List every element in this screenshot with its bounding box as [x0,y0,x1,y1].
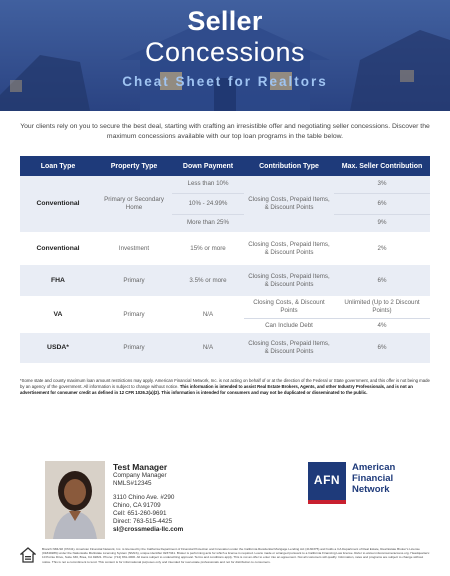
logo-mark-text: AFN [313,473,341,487]
cell-contribution-type: Closing Costs, Prepaid Items, & Discount Points [244,232,334,265]
cell-down-payment: N/A [172,296,244,333]
cell-property-type: Primary [96,296,172,333]
footer-fine-print: Branch NMLS# (37241). American Financial Network, Inc. is licensed by the California Department of Financial Protection and Innovation under the California Residential Mortgage Lending Act (4130375) and holds a CA Department of Real Estate, Real Estate Broker's License (01840286) under the Nationwide Multistate Licensing System (NMLS), unique identifier #237341. Broker is performing acts for which a license is required. Loans made or arranged pursuant to a California Financing Law license. Refer to www.nmlsconsumeraccess.org. Headquarters: 10 Pointe Drive, Suite 330, Brea, CA 92821. Phone: (714) 831-4000. All loans subject to underwriting approval. Terms and conditions apply. This is not an offer to enter into an agreement. Not all customers will qualify. Information, rates and programs are subject to change without notice. This is not a commitment to lend. This content is for informational purposes only and intended for real estate professionals and not for distribution to consumers. [42,547,430,564]
cell-contribution-type: Closing Costs, Prepaid Items, & Discount Points [244,265,334,296]
cell-contribution-type: Closing Costs, Prepaid Items, & Discount Points [244,333,334,363]
agent-title: Company Manager [113,472,167,479]
header-property-type: Property Type [96,156,172,176]
header-down-payment: Down Payment [172,156,244,176]
cell-loan-type: VA [20,296,96,333]
cell-down-payment: Less than 10% [172,176,244,193]
cell-max-contribution: 4% [334,318,430,333]
agent-address-line1: 3110 Chino Ave. #290 [113,494,175,501]
agent-email-link[interactable]: sl@crossmedia-llc.com [113,526,184,533]
disclaimer-bold: This information is intended to assist Real Estate Brokers, Agents, and other Industry Professionals, and is not an advertisement for consumer credit as defined in 12 CFR 1026.2(a)(2). This information is intended for consumers and may not be duplicated or disseminated to the public. [20,383,413,395]
cell-loan-type: Conventional [20,176,96,232]
logo-red-stripe [308,500,346,504]
equal-housing-icon [20,547,36,565]
cell-down-payment: More than 25% [172,214,244,232]
cell-down-payment: 10% - 24.99% [172,193,244,214]
disclaimer-normal: *Some state and county maximum loan amount restrictions may apply. American Financial Network, Inc. is not acting on behalf of or at the direction of the Federal or State government, and this offer is not being made by an agency of the government. All information is subject to change without notice. [20,378,430,389]
header-loan-type: Loan Type [20,156,96,176]
logo-mark [308,462,346,500]
hero-title-concessions: Concessions [144,37,306,67]
cell-max-contribution: 9% [334,214,430,232]
cell-loan-type: FHA [20,265,96,296]
cell-loan-type: Conventional [20,232,96,265]
cell-property-type: Investment [96,232,172,265]
cell-property-type: Primary [96,265,172,296]
cell-down-payment: 3.5% or more [172,265,244,296]
table-row [20,176,430,193]
cell-down-payment: 15% or more [172,232,244,265]
hero-subtitle: Cheat Sheet for Realtors [122,74,328,89]
afn-logo [308,462,430,512]
cell-max-contribution: 2% [334,232,430,265]
cell-contribution-type: Closing Costs, & Discount Points [244,296,334,318]
agent-name: Test Manager [113,462,168,472]
footer [20,545,430,573]
agent-contact-card [113,463,263,534]
cell-max-contribution: 3% [334,176,430,193]
table-row [20,232,430,265]
agent-photo [45,461,105,539]
logo-word-network: Network [352,484,390,495]
logo-wordmark [352,462,395,495]
agent-portrait-image [45,461,105,539]
logo-word-american: American [352,462,396,473]
cell-contribution-type: Closing Costs, Prepaid Items, & Discount Points [244,176,334,232]
loan-concessions-table [20,156,430,363]
cell-down-payment: N/A [172,333,244,363]
disclaimer-text [20,378,430,395]
cell-contribution-type: Can Include Debt [244,318,334,333]
cell-max-contribution: 6% [334,193,430,214]
agent-direct-phone[interactable]: Direct: 763-515-4425 [113,518,173,525]
cell-max-contribution: 6% [334,333,430,363]
table-row [20,296,430,318]
hero-title-seller: Seller [187,6,263,36]
cell-max-contribution: 6% [334,265,430,296]
cell-max-contribution: Unlimited (Up to 2 Discount Points) [334,296,430,318]
intro-paragraph: Your clients rely on you to secure the best deal, starting with crafting an irresistible offer and negotiating seller concessions. Discover the maximum concessions available with our top loan programs in the table below. [20,123,430,140]
table-row [20,265,430,296]
hero-banner [0,0,450,111]
header-max-seller-contribution: Max. Seller Contribution [334,156,430,176]
agent-nmls: NMLS#12345 [113,480,152,487]
logo-word-financial: Financial [352,473,394,484]
cell-property-type: Primary [96,333,172,363]
agent-address-line2: Chino, CA 91709 [113,502,161,509]
table-header-row [20,156,430,176]
agent-cell-phone[interactable]: Cell: 651-260-9691 [113,510,167,517]
cell-loan-type: USDA* [20,333,96,363]
table-row [20,333,430,363]
header-contribution-type: Contribution Type [244,156,334,176]
cell-property-type: Primary or Secondary Home [96,176,172,232]
